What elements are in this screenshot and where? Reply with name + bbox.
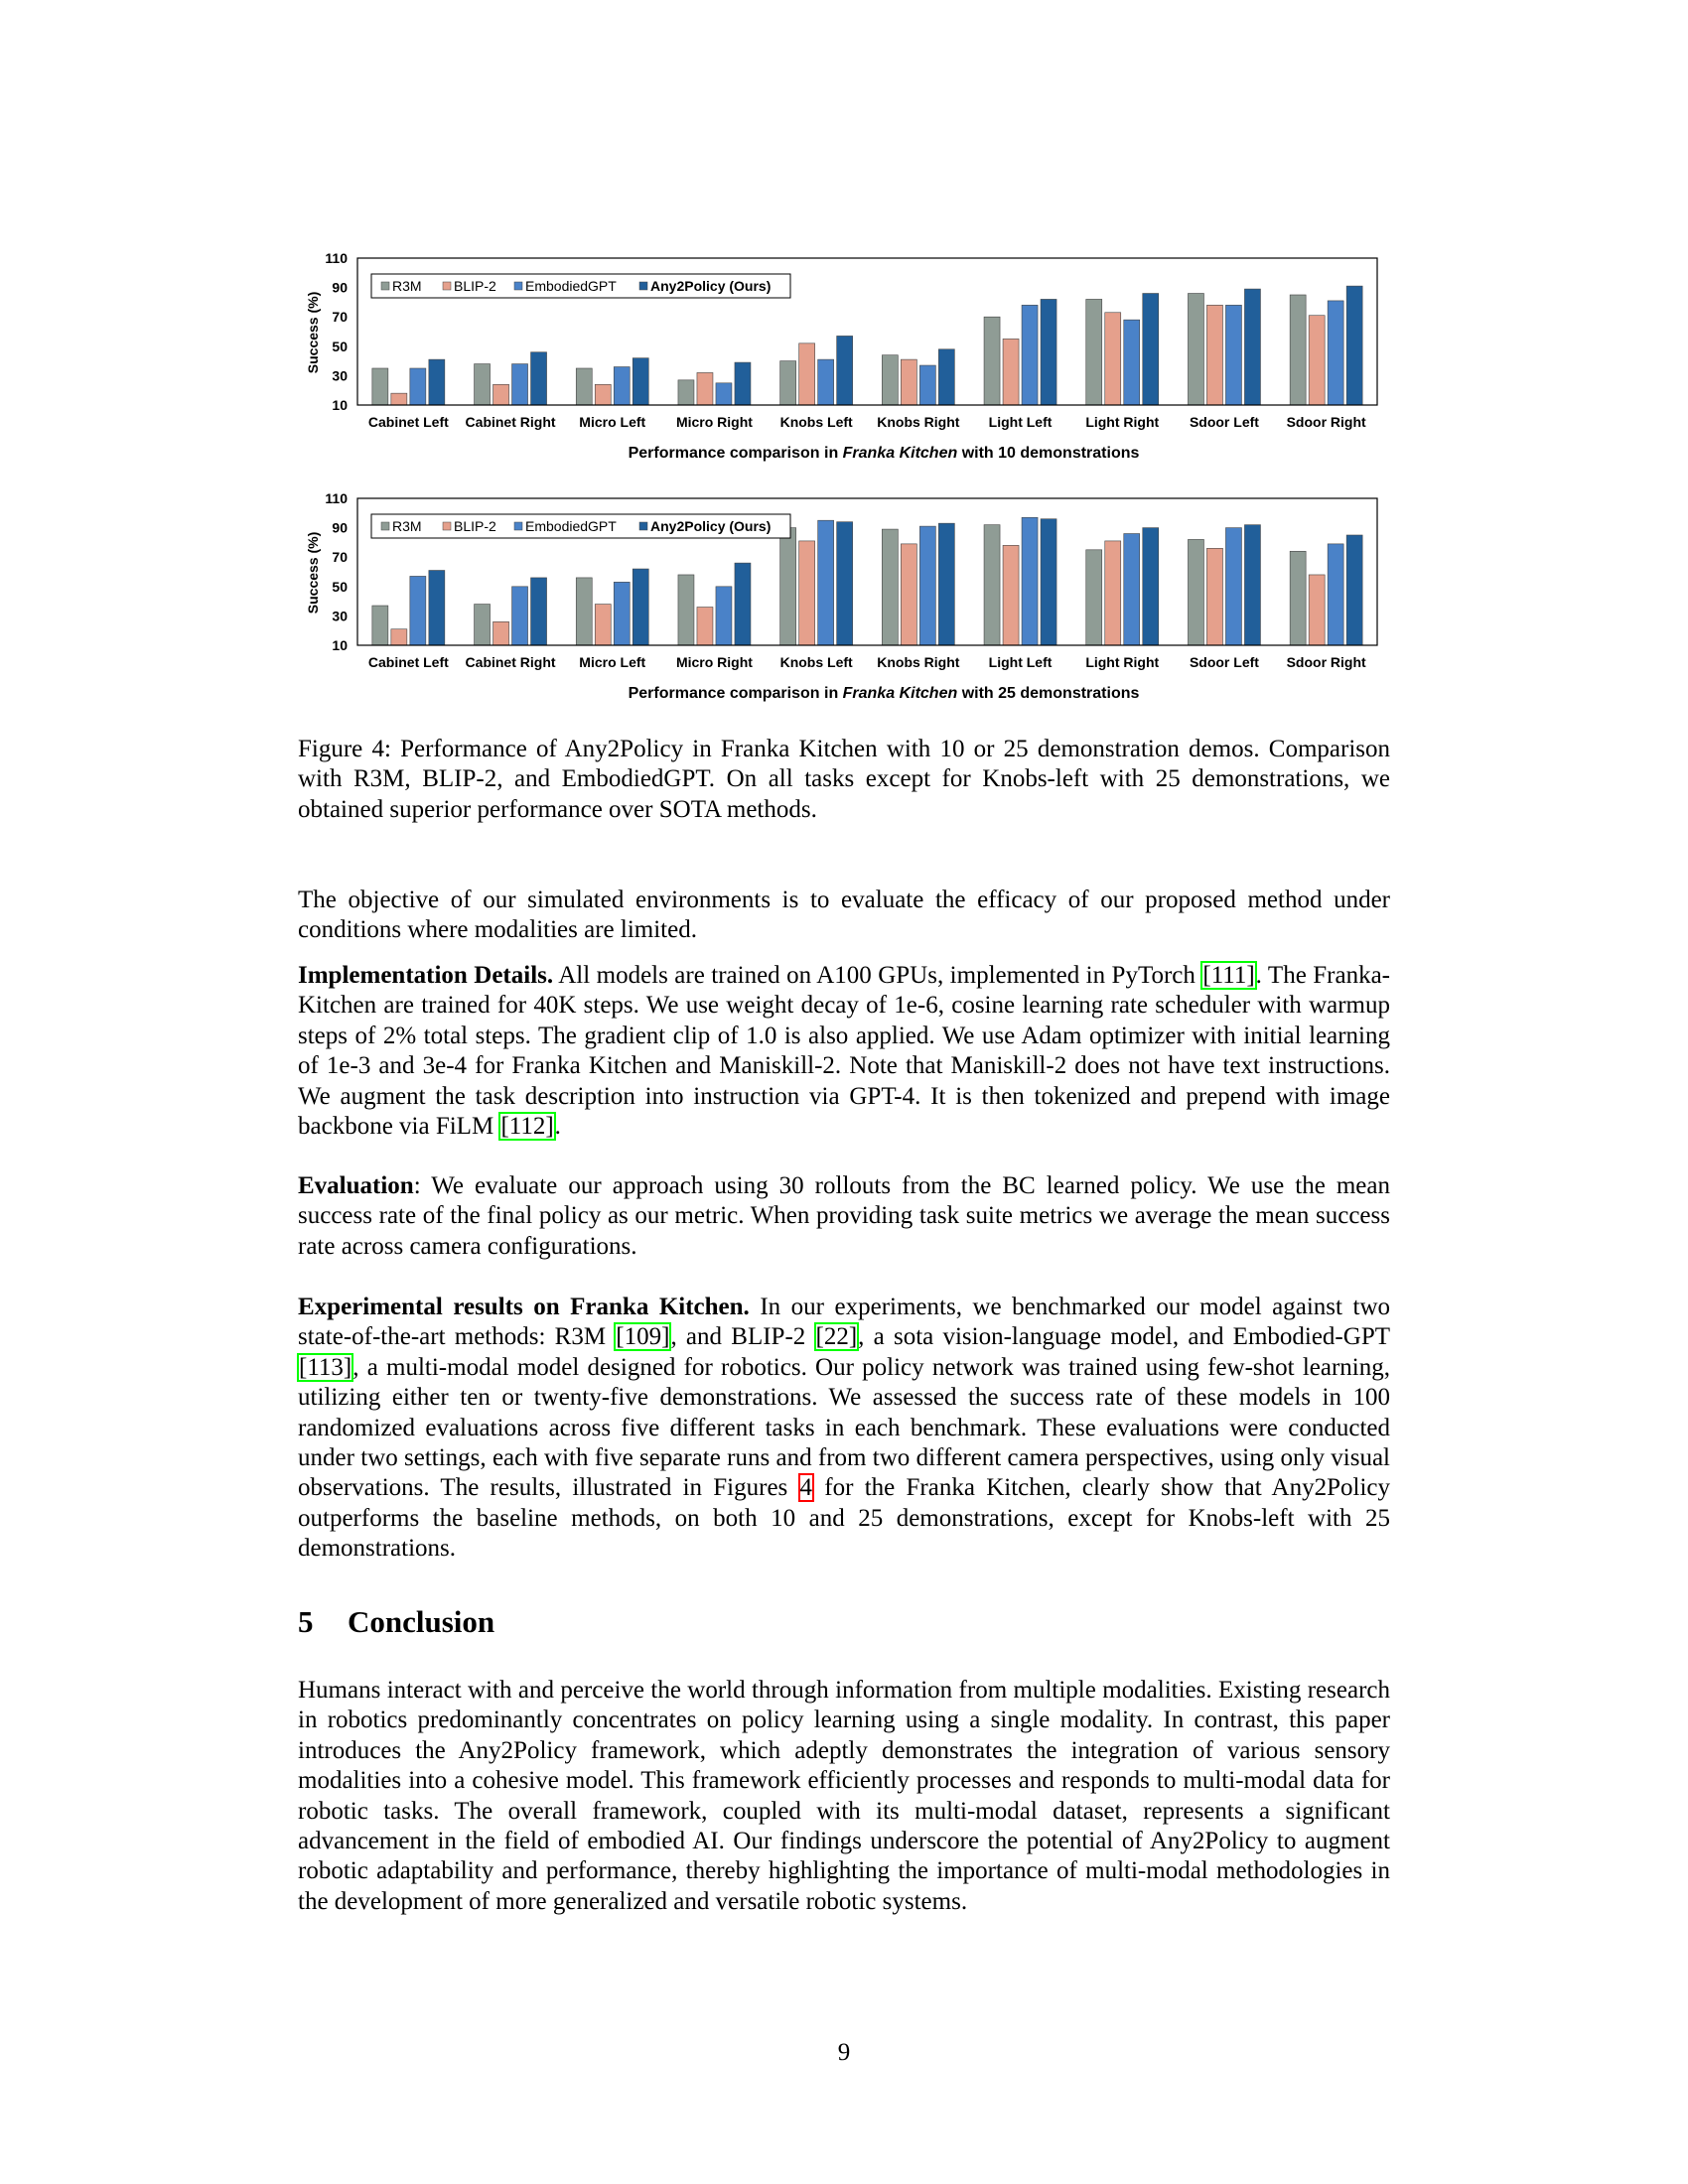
y-tick-label: 90 [332,519,348,536]
x-tick-label: Micro Right [675,654,753,670]
chart-caption: Performance comparison in Franka Kitchen with 10 demonstrations [628,445,1140,462]
y-tick-label: 50 [332,578,348,595]
legend-swatch [443,522,451,530]
bar [512,364,528,405]
x-tick-label: Cabinet Right [465,414,556,430]
bar-chart-10-demos [288,238,1400,477]
citation-link[interactable]: [112] [500,1113,554,1141]
paragraph-implementation [298,961,1390,1142]
page-number: 9 [837,2039,851,2066]
bar [1225,305,1241,405]
bar [595,384,611,405]
bar [938,349,954,405]
bar [780,528,796,645]
bar [391,393,407,405]
bar [882,355,898,405]
paragraph-heading: Evaluation [298,1172,414,1199]
paragraph-heading: Implementation Details. [298,962,554,989]
bar [614,367,630,405]
bar [1022,517,1038,645]
bar [1105,313,1121,405]
bar [1328,544,1343,645]
bar [576,368,592,405]
legend-swatch [443,282,451,290]
section-heading [298,1604,494,1640]
bar [1309,316,1325,405]
figure-caption: Figure 4: Performance of Any2Policy in Franka Kitchen with 10 or 25 demonstration demos. Comparison with R3M, BLIP-2, and EmbodiedGPT. On all tasks except for Knobs-left with 25 demonstrations, we obtained superior performance over SOTA methods. [298,736,1390,823]
figure-link[interactable]: 4 [799,1474,813,1502]
x-tick-label: Sdoor Right [1286,414,1366,430]
x-tick-label: Micro Left [579,654,646,670]
bar [1086,550,1102,645]
bar [372,606,388,645]
legend-label: EmbodiedGPT [525,278,617,294]
bar [1244,289,1260,405]
bar [1041,519,1056,645]
x-tick-label: Cabinet Left [367,654,449,670]
bar [716,587,732,645]
bar [1143,528,1159,645]
paragraph-evaluation [298,1171,1390,1262]
bar [818,359,834,405]
y-tick-label: 10 [332,397,348,413]
bar [1086,299,1102,405]
bar [938,523,954,645]
bar [372,368,388,405]
bar [837,336,853,405]
bar [614,582,630,645]
x-tick-label: Cabinet Left [367,414,449,430]
section-number: 5 [298,1604,314,1639]
bar [837,522,853,645]
legend-label: Any2Policy (Ours) [650,518,772,534]
bar [475,605,491,645]
y-tick-label: 110 [325,250,348,266]
x-tick-label: Light Right [1085,654,1160,670]
bar [1124,534,1140,645]
bar [919,526,935,645]
bar [818,520,834,645]
paragraph-text: , a multi-modal model designed for robotics. Our policy network was trained using few-shot learning, utilizing either ten or twenty-five demonstrations. We assessed the success rate of these models in 100 randomized evaluations across five different tasks in each benchmark. These evaluations were conducted under two settings, each with five separate runs and from two different camera perspectives, using only visual observations. The results, illustrated in Figures [298,1353,1390,1502]
bar [1244,525,1260,645]
legend-swatch [381,282,389,290]
bar [1290,295,1306,405]
x-tick-label: Light Left [988,654,1053,670]
y-tick-label: 50 [332,338,348,354]
citation-link[interactable]: [109] [616,1323,670,1351]
legend [371,514,790,538]
bar [410,368,426,405]
legend-swatch [514,282,522,290]
bar [429,571,445,645]
x-tick-label: Knobs Right [877,654,960,670]
x-tick-label: Sdoor Left [1189,414,1259,430]
citation-link[interactable]: [113] [299,1353,352,1381]
bar [984,525,1000,645]
bar [1143,294,1159,405]
y-tick-label: 10 [332,637,348,653]
bar [1328,301,1343,405]
bar [1188,539,1203,645]
bar [1022,305,1038,405]
paragraph-intro: The objective of our simulated environments is to evaluate the efficacy of our proposed method under conditions where modalities are limited. [298,887,1390,944]
bar [697,608,713,645]
x-tick-label: Sdoor Left [1189,654,1259,670]
bar [1188,294,1203,405]
legend-swatch [514,522,522,530]
bar [576,578,592,645]
bar [984,317,1000,405]
bar [633,358,648,405]
citation-link[interactable]: [22] [815,1323,858,1351]
legend-label: EmbodiedGPT [525,518,617,534]
x-tick-label: Sdoor Right [1286,654,1366,670]
bar [391,629,407,645]
bar [1206,548,1222,645]
chart-caption: Performance comparison in Franka Kitchen with 25 demonstrations [628,685,1140,702]
y-tick-label: 30 [332,608,348,624]
bar [901,359,916,405]
bar [475,364,491,405]
bar [1225,528,1241,645]
bar [1105,541,1121,645]
legend-swatch [639,522,647,530]
paragraph-text: . The Franka-Kitchen are trained for 40K steps. We use weight decay of 1e-6, cosine learning rate scheduler with warmup steps of 2% total steps. The gradient clip of 1.0 is also applied. We use Adam optimizer with initial learning of 1e-3 and 3e-4 for Franka Kitchen and Maniskill-2. Note that Maniskill-2 does not have text instructions. We augment the task description into instruction via GPT-4. It is then tokenized and prepend with image backbone via FiLM [298,962,1390,1141]
bar [531,352,547,405]
bar [780,361,796,405]
bar [493,384,509,405]
y-axis-label: Success (%) [305,531,321,614]
bar [410,576,426,645]
paragraph-heading: Experimental results on Franka Kitchen. [298,1294,750,1320]
legend [371,274,790,298]
legend-label: R3M [392,278,422,294]
legend-label: BLIP-2 [454,278,496,294]
y-tick-label: 110 [325,490,348,506]
citation-link[interactable]: [111] [1202,962,1255,989]
legend-label: R3M [392,518,422,534]
bar [882,529,898,645]
bar [678,575,694,645]
bar-chart-25-demos [288,478,1400,717]
bar [799,541,815,645]
bar [493,621,509,645]
bar [697,372,713,405]
x-tick-label: Micro Left [579,414,646,430]
paragraph-text: . [554,1113,561,1141]
bar [735,563,751,645]
paragraph-text: , a sota vision-language model, and Embodied-GPT [858,1323,1390,1351]
legend-label: BLIP-2 [454,518,496,534]
paragraph-conclusion: Humans interact with and perceive the world through information from multiple modalities. Existing research in robotics predominantly concentrates on policy learning using a single modality. In contrast, this paper introduces the Any2Policy framework, which adeptly demonstrates the integration of various sensory modalities into a cohesive model. This framework efficiently processes and responds to multi-modal data for robotic tasks. The overall framework, coupled with its multi-modal dataset, represents a significant advancement in the field of embodied AI. Our findings underscore the potential of Any2Policy to augment robotic adaptability and performance, thereby highlighting the importance of multi-modal methodologies in the development of more generalized and versatile robotic systems. [298,1677,1390,1915]
x-tick-label: Micro Right [675,414,753,430]
bar [595,605,611,645]
bar [512,587,528,645]
bar [429,359,445,405]
y-tick-label: 70 [332,549,348,566]
x-tick-label: Light Right [1085,414,1160,430]
x-tick-label: Knobs Right [877,414,960,430]
x-tick-label: Knobs Left [779,414,853,430]
bar [1309,575,1325,645]
x-tick-label: Cabinet Right [465,654,556,670]
bar [1041,299,1056,405]
bar [716,383,732,405]
bar [633,569,648,645]
legend-swatch [381,522,389,530]
paragraph-text: , and BLIP-2 [670,1323,815,1351]
paragraph-text: All models are trained on A100 GPUs, implemented in PyTorch [553,962,1202,989]
bar [1206,305,1222,405]
y-tick-label: 90 [332,279,348,296]
bar [1003,545,1019,645]
bar [1346,286,1362,405]
bar [1346,535,1362,645]
paragraph-text: In our experiments, we benchmarked our model against two state-of-the-art methods: R3M [298,1294,1390,1351]
paragraph-text: for the Franka Kitchen, clearly show that Any2Policy outperforms the baseline methods, on both 10 and 25 demonstrations, except for Knobs-left with 25 demonstrations. [298,1474,1390,1563]
paragraph-results [298,1293,1390,1565]
bar [735,362,751,405]
legend-swatch [639,282,647,290]
bar [799,343,815,405]
x-tick-label: Knobs Left [779,654,853,670]
y-tick-label: 30 [332,367,348,384]
y-axis-label: Success (%) [305,291,321,374]
bar [1003,339,1019,405]
bar [919,365,935,405]
section-title: Conclusion [348,1604,495,1639]
legend-label: Any2Policy (Ours) [650,278,772,294]
y-tick-label: 70 [332,309,348,326]
bar [678,380,694,405]
bar [901,544,916,645]
bar [1124,320,1140,405]
x-tick-label: Light Left [988,414,1053,430]
bar [531,578,547,645]
bar [1290,551,1306,645]
paragraph-text: : We evaluate our approach using 30 rollouts from the BC learned policy. We use the mean success rate of the final policy as our metric. When providing task suite metrics we average the mean success rate across camera configurations. [298,1172,1390,1260]
